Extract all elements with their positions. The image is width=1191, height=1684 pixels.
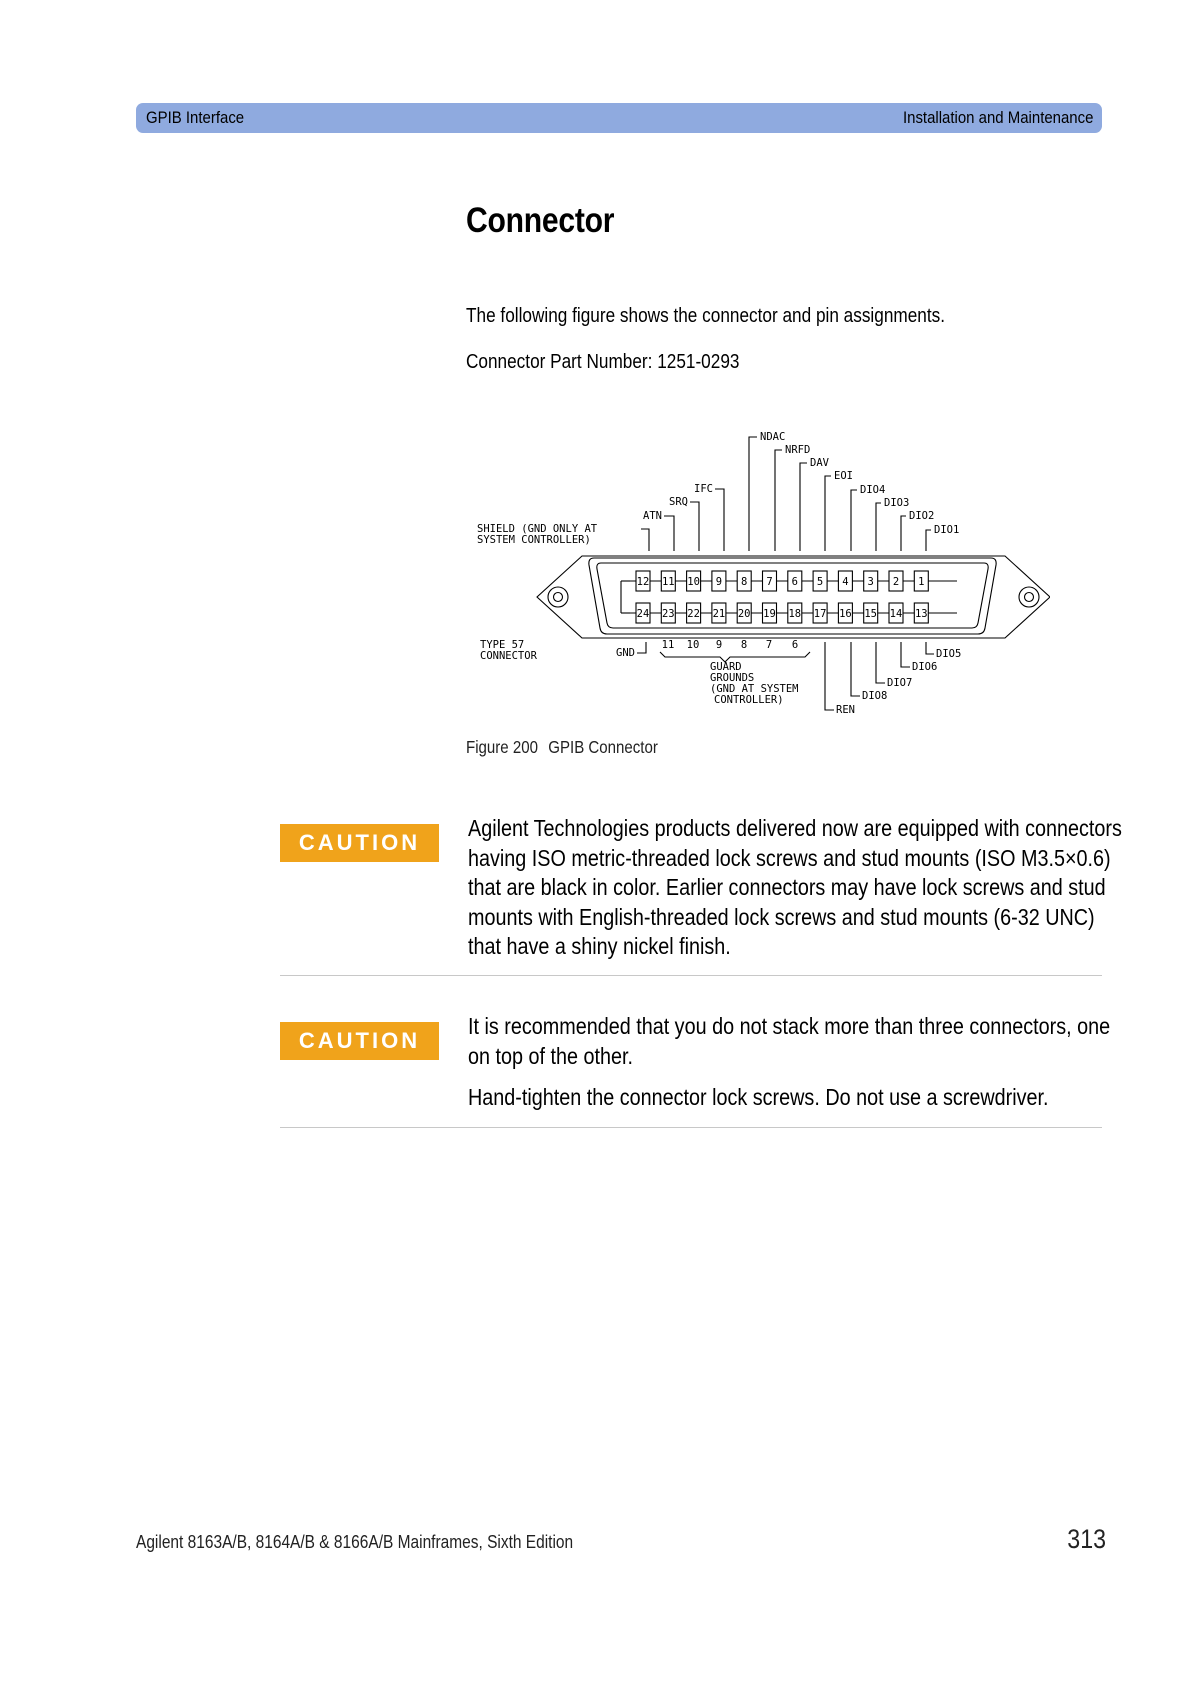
signal-label-dio4: DIO4	[860, 484, 886, 496]
signal-label-dio6: DIO6	[912, 661, 938, 673]
running-header	[136, 103, 1102, 133]
pin-top-label-6: 6	[791, 576, 798, 588]
type-label-line1: TYPE 57	[480, 639, 525, 651]
signal-label-dio2: DIO2	[909, 510, 935, 522]
pin-bottom-label-22: 22	[687, 608, 700, 620]
caution-text: It is recommended that you do not stack more than three connectors, one on top of the other.	[468, 1013, 1111, 1069]
divider	[280, 1127, 1102, 1128]
gpib-connector-figure	[470, 420, 1050, 730]
header-section: GPIB Interface	[146, 108, 245, 127]
shield-label-line2: SYSTEM CONTROLLER)	[477, 534, 591, 546]
caution-text-secondary: Hand-tighten the connector lock screws. Do not use a screwdriver.	[468, 1084, 1049, 1110]
page-title: Connector	[466, 201, 615, 240]
pin-top-label-7: 7	[766, 576, 773, 588]
page-number: 313	[1067, 1524, 1106, 1554]
figure-title: GPIB Connector	[548, 737, 658, 757]
type-label-line2: CONNECTOR	[480, 650, 537, 662]
ground-pin-8: 8	[740, 639, 748, 651]
pin-bottom-label-17: 17	[813, 608, 827, 620]
ground-pin-7: 7	[765, 639, 773, 651]
pin-top-label-11: 11	[661, 576, 675, 588]
signal-label-dav: DAV	[810, 457, 829, 469]
guard-label-line3: (GND AT SYSTEM	[710, 683, 799, 695]
pin-bottom-label-15: 15	[864, 608, 878, 620]
pin-bottom-label-20: 20	[737, 608, 751, 620]
figure-caption	[466, 737, 658, 758]
part-number-text: Connector Part Number: 1251-0293	[466, 351, 740, 373]
signal-label-dio1: DIO1	[934, 524, 960, 536]
signal-label-ren: REN	[836, 704, 855, 716]
signal-label-nrfd: NRFD	[785, 444, 811, 456]
caution-badge: CAUTION	[280, 1022, 439, 1060]
signal-label-eoi: EOI	[834, 470, 853, 482]
signal-label-dio3: DIO3	[884, 497, 910, 509]
pin-bottom-label-21: 21	[712, 608, 726, 620]
figure-number: Figure 200	[466, 737, 538, 757]
caution-text: Agilent Technologies products delivered now are equipped with connectors having ISO metric-threaded lock screws and stud mounts (ISO M3.5×0.6) that are black in color. Earlier connectors may have lock screws and stud mounts with English-threaded lock screws and stud mounts (6-32 UNC) that have a shiny nickel finish.	[468, 815, 1122, 959]
divider	[280, 975, 1102, 976]
pin-top-label-1: 1	[918, 576, 925, 588]
pin-top-label-10: 10	[687, 576, 700, 588]
pin-bottom-label-14: 14	[889, 608, 903, 620]
ground-pin-6: 6	[791, 639, 799, 651]
pin-bottom-label-13: 13	[914, 608, 928, 620]
pin-top-label-12: 12	[636, 576, 650, 588]
pin-bottom-label-24: 24	[636, 608, 650, 620]
signal-label-dio8: DIO8	[862, 690, 888, 702]
gpib-connector-diagram	[470, 420, 1050, 730]
signal-label-dio7: DIO7	[887, 677, 913, 689]
signal-label-ifc: IFC	[694, 483, 713, 495]
pin-top-label-8: 8	[741, 576, 748, 588]
pin-bottom-label-16: 16	[839, 608, 852, 620]
intro-text: The following figure shows the connector and pin assignments.	[466, 305, 946, 327]
signal-label-atn: ATN	[643, 510, 662, 522]
header-chapter: Installation and Maintenance	[902, 108, 1093, 127]
pin-top-label-9: 9	[715, 576, 723, 588]
signal-label-dio5: DIO5	[936, 648, 962, 660]
pin-bottom-label-19: 19	[763, 608, 776, 620]
ground-pin-10: 10	[686, 639, 700, 651]
guard-label-line4: CONTROLLER)	[714, 694, 784, 706]
ground-pin-11: 11	[661, 639, 675, 651]
caution-badge: CAUTION	[280, 824, 439, 862]
gnd-label: GND	[616, 647, 635, 659]
pin-top-label-5: 5	[816, 576, 824, 588]
signal-label-srq: SRQ	[669, 496, 688, 508]
pin-bottom-label-23: 23	[661, 608, 675, 620]
shield-label-line1: SHIELD (GND ONLY AT	[477, 523, 598, 535]
guard-label-line2: GROUNDS	[710, 672, 755, 684]
guard-label-line1: GUARD	[710, 661, 742, 673]
pin-bottom-label-18: 18	[788, 608, 802, 620]
pin-rows	[636, 571, 928, 623]
pin-top-label-2: 2	[892, 576, 900, 588]
pin-top-label-4: 4	[842, 576, 849, 588]
pin-top-label-3: 3	[867, 576, 874, 588]
signal-label-ndac: NDAC	[760, 431, 786, 443]
ground-pin-9: 9	[715, 639, 723, 651]
footer-manual-title: Agilent 8163A/B, 8164A/B & 8166A/B Mainframes, Sixth Edition	[136, 1532, 574, 1552]
